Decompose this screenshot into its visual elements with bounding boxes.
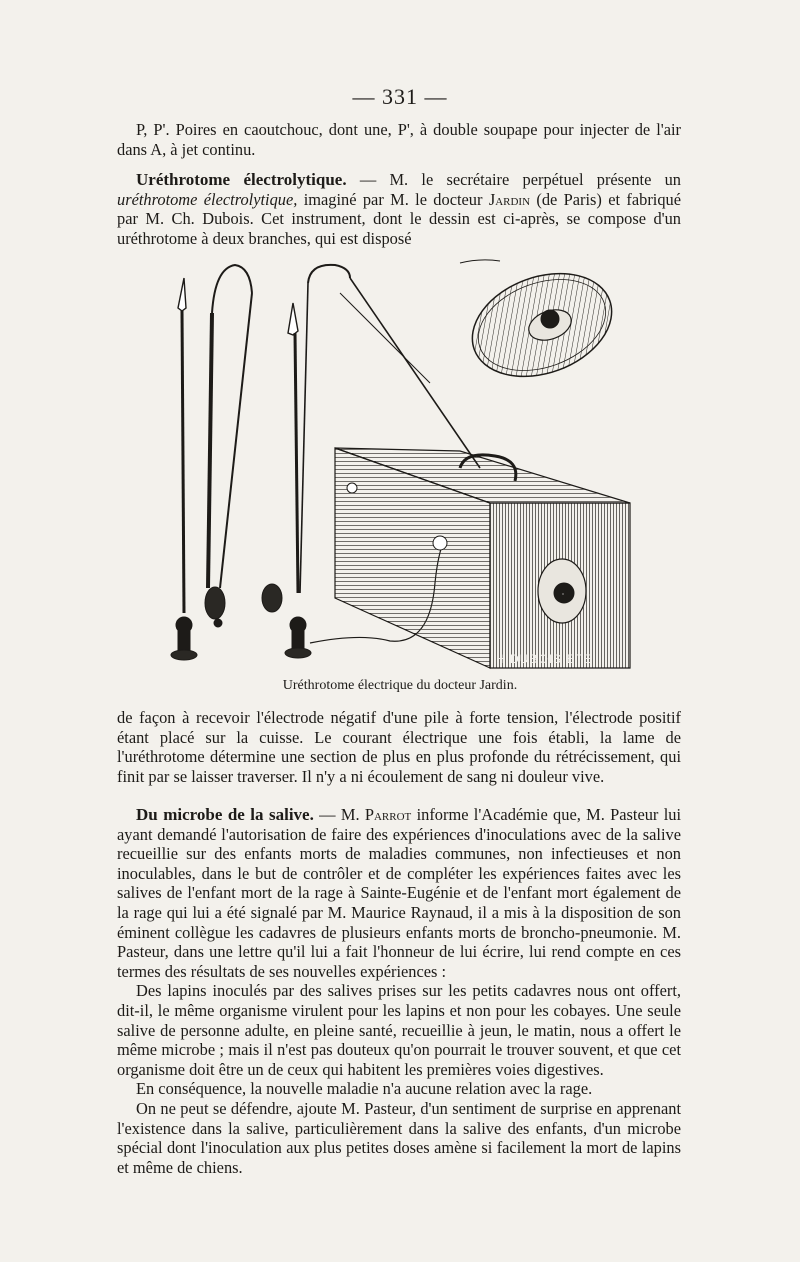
section-heading-microbe: Du microbe de la salive. bbox=[136, 805, 314, 824]
urethrotome-text-b: imaginé par M. le docteur bbox=[297, 189, 489, 209]
quote-paragraph-2: En conséquence, la nouvelle maladie n'a aucune relation avec la rage. bbox=[136, 1079, 593, 1099]
quote-paragraph-1: Des lapins inoculés par des salives prises sur les petits cadavres nous ont offert, dit-il, le même organisme virulent pour les lapins et non pour les cobayes. Une seule salive de personne adulte, en pleine santé, recueillie à jeun, le matin, nous a offert le même microbe ; mais il n'est pas douteux qu'on pourrait le trouver souvent, et que cet organisme doit être un de ceux qui habitent les premières voies digestives. bbox=[117, 981, 681, 1079]
paragraph-poires bbox=[117, 120, 681, 159]
probe-instrument bbox=[171, 278, 197, 660]
name-parrot: Parrot bbox=[364, 805, 412, 824]
urethrotome-italic: uréthrotome électrolytique, bbox=[117, 189, 298, 209]
urethrotome-paragraph bbox=[117, 170, 681, 248]
page-number: — 331 — bbox=[352, 84, 448, 109]
section-urethrotome bbox=[117, 170, 681, 248]
double-branch-urethrotome bbox=[205, 265, 252, 627]
urethrotome-illustration bbox=[160, 253, 650, 683]
urethrotome-text-a: — M. le secrétaire perpétuel présente un bbox=[346, 170, 681, 189]
microbe-text-b: informe l'Académie que, M. Pasteur lui ayant demandé l'autorisation de faire des expériences d'inoculations avec de la salive recueillie sur des enfants morts de maladies communes, non infectieuses et non inoculables, dans le but de contrôler et de compléter les expériences faites avec les salives de l'enfant mort de la rage à Sainte-Eugénie et de l'enfant mort également de la rage qui lui a été signalé par M. Maurice Raynaud, il a mis à la disposition de son éminent collègue les cadavres de plusieurs enfants morts de broncho-pneumonie. M. Pasteur, dans une lettre qu'il lui a fait l'honneur de lui écrire, lui rend compte en ces termes des résultats de ses nouvelles expériences : bbox=[117, 805, 681, 981]
microbe-text-a: — M. bbox=[313, 805, 365, 824]
dial-disc bbox=[458, 255, 626, 394]
paragraph-electrode bbox=[117, 708, 681, 786]
para-electrode-text: de façon à recevoir l'électrode négatif d'une pile à forte tension, l'électrode positif étant placé sur la cuisse. Le courant électrique une fois établi, la lame de l'uréthrotome détermine une section de plus en plus profonde du rétrécissement, qui finit par se laisser traverser. Il n'y a ni écoulement de sang ni douleur vive. bbox=[117, 708, 681, 786]
name-jardin: Jardin bbox=[488, 189, 531, 209]
urethrotome-text-c: (de Paris) et fabriqué par M. Ch. Dubois. Cet instrument, dont le dessin est ci-après, se compose d'un uréthrotome à deux branches, qui est disposé bbox=[117, 189, 682, 248]
battery-box bbox=[335, 448, 630, 668]
section-heading-urethrotome: Uréthrotome électrolytique. bbox=[136, 170, 347, 189]
engraver-signature: H.DUBOIS.ETE bbox=[496, 652, 593, 666]
microbe-paragraph bbox=[117, 805, 681, 981]
para-poires-text: P, P'. Poires en caoutchouc, dont une, P', à double soupape pour injecter de l'air dans A, à jet continu. bbox=[117, 120, 681, 159]
figure-caption: Uréthrotome électrique du docteur Jardin. bbox=[282, 678, 518, 693]
section-microbe bbox=[117, 805, 681, 1177]
quote-paragraph-3: On ne peut se défendre, ajoute M. Pasteur, d'un sentiment de surprise en apprenant l'existence dans la salive, particulièrement dans la salive des enfants, d'un microbe spécial dont l'inoculation aux plus petites doses amène si facilement la mort de lapins et même de chiens. bbox=[117, 1098, 681, 1177]
